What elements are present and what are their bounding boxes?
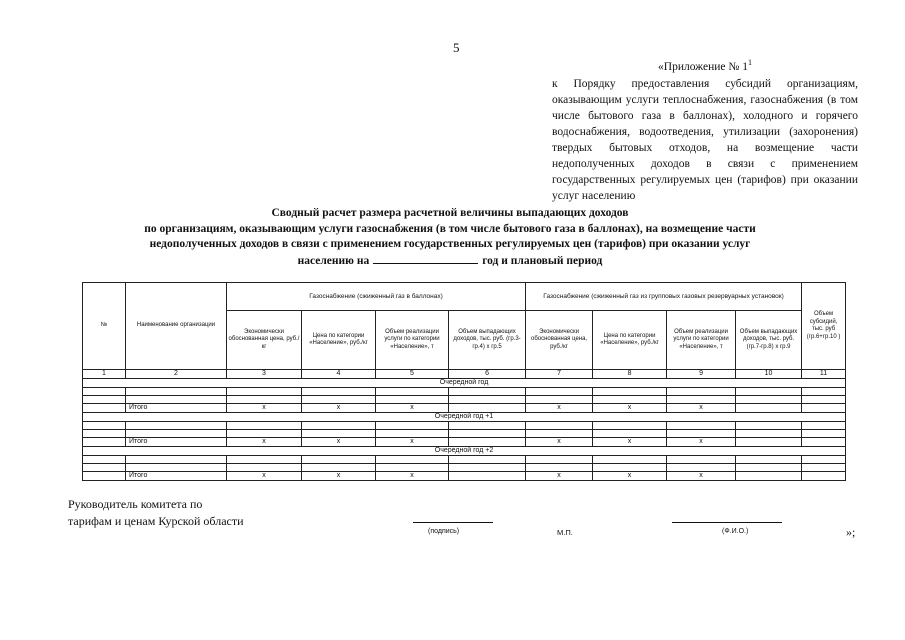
empty-mark: х <box>593 472 667 481</box>
header-sales-volume: Объем реализации услуги по категории «Население», т <box>667 311 736 370</box>
name-caption: (Ф.И.О.) <box>722 528 749 535</box>
empty-mark: х <box>526 438 593 447</box>
header-group-cylinders: Газоснабжение (сжиженный газ в баллонах) <box>227 283 526 311</box>
table-row <box>83 396 846 404</box>
empty-mark: х <box>376 472 449 481</box>
empty-mark: х <box>526 472 593 481</box>
year-section-row <box>83 379 846 388</box>
header-subsidy: Объем субсидий, тыс. руб (гр.6+гр.10 ) <box>802 283 846 370</box>
year-blank-field[interactable] <box>373 253 478 264</box>
table-row <box>83 388 846 396</box>
column-number: 3 <box>227 370 302 379</box>
year-label: Очередной год +2 <box>83 447 846 456</box>
header-lost-income: Объем выпадающих доходов, тыс. руб.(гр.7-гр.8) х гр.9 <box>736 311 802 370</box>
empty-mark: х <box>302 438 376 447</box>
column-number: 10 <box>736 370 802 379</box>
year-section-row <box>83 413 846 422</box>
empty-mark: х <box>227 438 302 447</box>
empty-mark: х <box>593 438 667 447</box>
empty-mark: х <box>227 472 302 481</box>
total-row <box>83 472 846 481</box>
total-label: Итого <box>126 404 227 413</box>
title-line-2: по организациям, оказывающим услуги газоснабжения (в том числе бытового газа в баллонах), на возмещение части <box>144 222 756 235</box>
header-lost-income: Объем выпадающих доходов, тыс. руб. (гр.3-гр.4) х гр.5 <box>449 311 526 370</box>
empty-mark: х <box>376 404 449 413</box>
column-number: 4 <box>302 370 376 379</box>
table-row <box>83 430 846 438</box>
total-row <box>83 438 846 447</box>
header-population-price: Цена по категории «Население», руб./кг <box>593 311 667 370</box>
appendix-body: к Порядку предоставления субсидий организациям, оказывающим услуги теплоснабжения, газоснабжения (в том числе бытового газа в баллонах), холодного и горячего водоснабжения, водоотведения, утилизации (захоронения) твердых бытовых отходов, на возмещение части недополученных доходов в связи с применением государственных регулируемых цен (тарифов) при оказании услуг населению <box>552 77 858 202</box>
name-line[interactable] <box>672 522 782 523</box>
header-group-tanks: Газоснабжение (сжиженный газ из групповых газовых резервуарных установок) <box>526 283 802 311</box>
column-number: 9 <box>667 370 736 379</box>
empty-mark: х <box>667 404 736 413</box>
year-label: Очередной год <box>83 379 846 388</box>
closing-quote: »; <box>846 525 856 539</box>
signatory-line-1: Руководитель комитета по <box>68 497 203 511</box>
header-number: № <box>83 283 126 370</box>
column-number: 5 <box>376 370 449 379</box>
table-row <box>83 456 846 464</box>
total-row <box>83 404 846 413</box>
header-population-price: Цена по категории «Население», руб./кг <box>302 311 376 370</box>
header-economic-price: Экономически обоснованная цена, руб./кг <box>227 311 302 370</box>
header-sales-volume: Объем реализации услуги по категории «Население», т <box>376 311 449 370</box>
signatory-line-2: тарифам и ценам Курской области <box>68 514 244 528</box>
total-label: Итого <box>126 438 227 447</box>
appendix-title-text: «Приложение № 1 <box>658 60 748 73</box>
total-label: Итого <box>126 472 227 481</box>
subsidy-table <box>82 282 846 481</box>
document-title <box>60 206 840 269</box>
column-number-row <box>83 370 846 379</box>
title-line-4-end: год и плановый период <box>482 254 603 267</box>
header-economic-price: Экономически обоснованная цена, руб./кг <box>526 311 593 370</box>
empty-mark: х <box>593 404 667 413</box>
year-label: Очередной год +1 <box>83 413 846 422</box>
page-number: 5 <box>453 40 460 55</box>
column-number: 11 <box>802 370 846 379</box>
signature-line[interactable] <box>413 522 493 523</box>
column-number: 2 <box>126 370 227 379</box>
empty-mark: х <box>376 438 449 447</box>
footnote-mark: 1 <box>747 58 752 67</box>
header-organization: Наименование организации <box>126 283 227 370</box>
empty-mark: х <box>302 472 376 481</box>
column-number: 8 <box>593 370 667 379</box>
seal-caption: М.П. <box>557 528 573 537</box>
title-line-1: Сводный расчет размера расчетной величины выпадающих доходов <box>271 207 629 219</box>
title-line-4-start: населению на <box>297 254 370 267</box>
empty-mark: х <box>227 404 302 413</box>
appendix-block <box>552 55 858 204</box>
column-number: 1 <box>83 370 126 379</box>
empty-mark: х <box>667 472 736 481</box>
title-line-4 <box>60 253 840 270</box>
column-number: 6 <box>449 370 526 379</box>
signatory-position <box>68 496 244 530</box>
empty-mark: х <box>526 404 593 413</box>
signature-caption: (подпись) <box>428 528 460 535</box>
table-row <box>83 464 846 472</box>
empty-mark: х <box>667 438 736 447</box>
table-row <box>83 422 846 430</box>
title-line-3: недополученных доходов в связи с применением государственных регулируемых цен (тарифов) при оказании услуг <box>149 238 751 250</box>
appendix-title <box>552 55 858 75</box>
year-section-row <box>83 447 846 456</box>
empty-mark: х <box>302 404 376 413</box>
column-number: 7 <box>526 370 593 379</box>
